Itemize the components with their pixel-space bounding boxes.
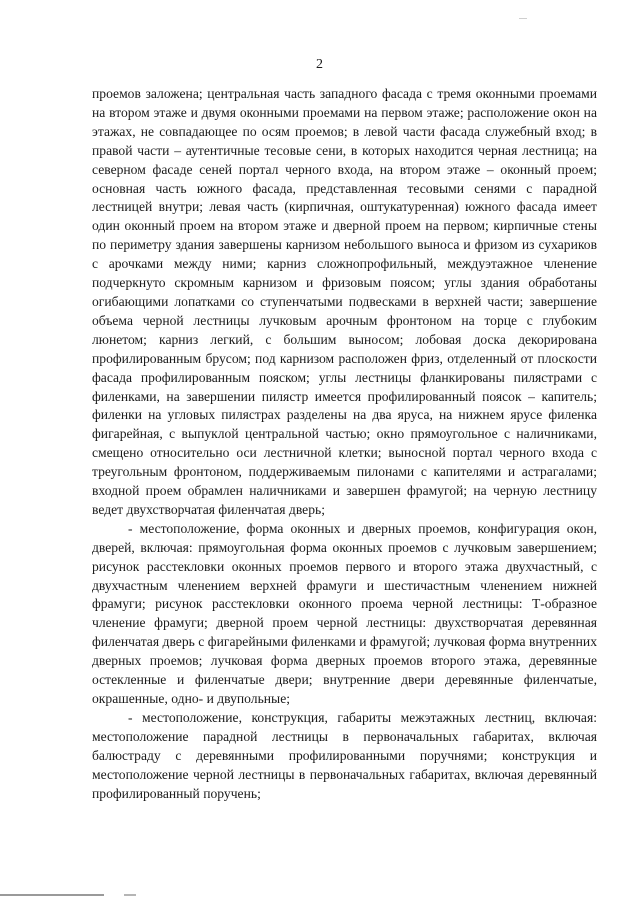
scan-artifact <box>519 18 527 19</box>
page-number: 2 <box>316 57 323 72</box>
paragraph-facade-description: проемов заложена; центральная часть западного фасада с тремя оконными проемами на втором этаже и двумя оконными проемами на первом этаже; расположение окон на этажах, не совпадающее по осям проемов; в левой части фасада служебный вход; в правой части – аутентичные тесовые сени, в которых находится черная лестница; на северном фасаде сеней портал черного входа, на втором этаже – оконный проем; основная часть южного фасада, представленная тесовыми сенями с парадной лестницей внутри; левая часть (кирпичная, оштукатуренная) южного фасада имеет один оконный проем на втором этаже и дверной проем на первом; кирпичные стены по периметру здания завершены карнизом небольшого выноса и фризом из сухариков с арочками между ними; карниз сложнопрофильный, междуэтажное членение подчеркнуто скромным карнизом и фризовым поясом; углы здания обработаны огибающими лопатками со ступенчатыми подвесками в верхней части; завершение объема черной лестницы лучковым арочным фронтоном на торце с глубоким люнетом; карниз легкий, с большим выносом; лобовая доска декорирована профилированным брусом; под карнизом расположен фриз, отделенный от плоскости фасада профилированным пояском; углы лестницы фланкированы пилястрами с филенками, на завершении пилястр имеется профилированный поясок – капитель; филенки на угловых пилястрах разделены на два яруса, на нижнем ярусе филенка фигарейная, с выпуклой центральной частью; окно прямоугольное с наличниками, смещено относительно оси лестничной клетки; выносной портал черного входа с треугольным фронтоном, поддерживаемым пилонами с капителями и астрагалами; входной проем обрамлен наличниками и завершен фрамугой; на черную лестницу ведет двухстворчатая филенчатая дверь; <box>92 86 597 517</box>
scan-edge-line <box>0 894 104 896</box>
document-body <box>92 85 597 803</box>
scan-edge-mark <box>124 894 136 896</box>
paragraph-openings: - местоположение, форма оконных и дверных проемов, конфигурация окон, дверей, включая: прямоугольная форма оконных проемов с лучковым завершением; рисунок расстекловки оконных проемов первого и второго этажа двухчастный, с двухчастным членением верхней фрамуги и шестичастным членением нижней фрамуги; рисунок расстекловки оконного проема черной лестницы: Т-образное членение фрамуги; дверной проем черной лестницы: двухстворчатая деревянная филенчатая дверь с фигарейными филенками и фрамугой; лучковая форма внутренних дверных проемов; лучковая форма дверных проемов второго этажа, деревянные остекленные и филенчатые двери; внутренние двери деревянные филенчатые, окрашенные, одно- и двупольные; <box>92 520 597 706</box>
paragraph-stairs: - местоположение, конструкция, габариты межэтажных лестниц, включая: местоположение парадной лестницы в первоначальных габаритах, включая балюстраду с деревянными профилированными поручнями; конструкция и местоположение черной лестницы в первоначальных габаритах, включая деревянный профилированный поручень; <box>92 709 597 801</box>
